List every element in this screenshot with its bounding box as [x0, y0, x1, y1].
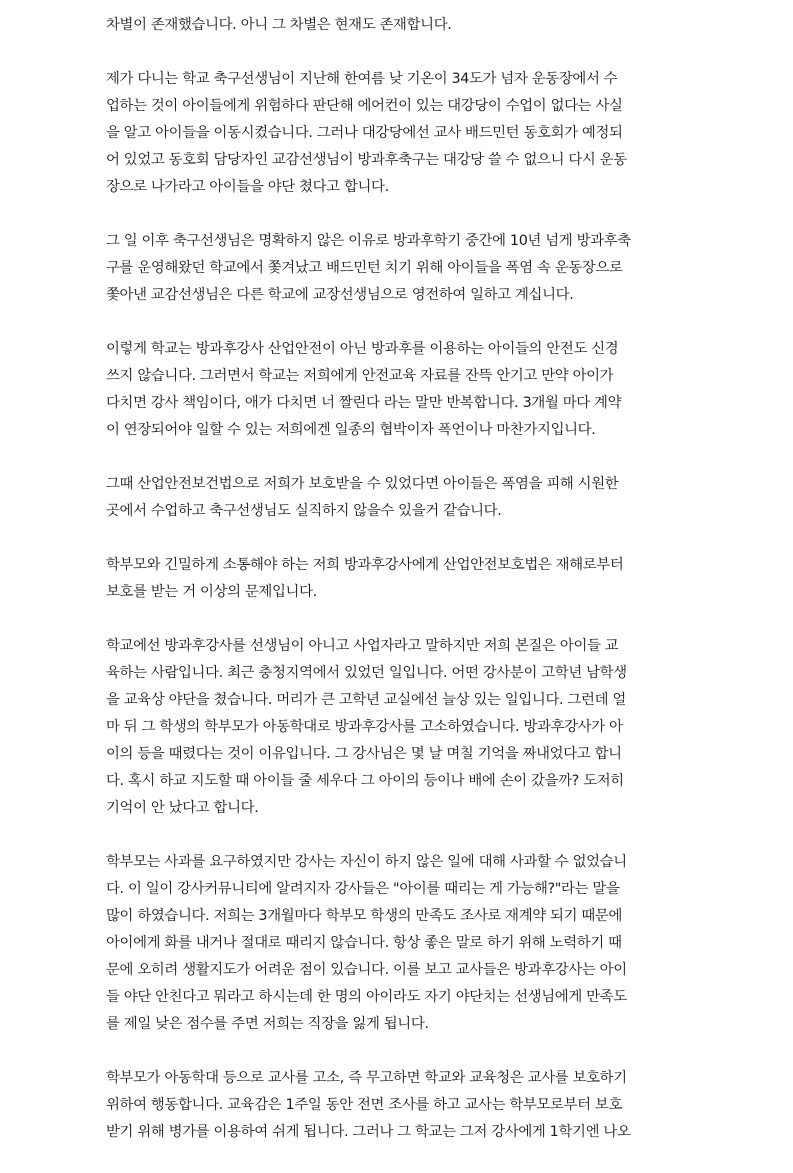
text-line: 육하는 사람입니다. 최근 충청지역에서 있었던 일입니다. 어떤 강사분이 고학년 남학생 — [106, 665, 627, 681]
paragraph — [106, 552, 698, 606]
text-line: 를 제일 낮은 점수를 주면 저희는 직장을 잃게 됩니다. — [106, 1016, 429, 1032]
paragraph — [106, 228, 698, 309]
text-line: 들 야단 안친다고 뭐라고 하시는데 한 명의 아이라도 자기 야단치는 선생님에게 만족도 — [106, 989, 627, 1005]
text-line: 다. 이 일이 강사커뮤니티에 알려지자 강사들은 "아이를 때리는 게 가능해?"라는 말을 — [106, 881, 620, 897]
text-line: 기억이 안 났다고 합니다. — [106, 800, 259, 816]
text-line: 마 뒤 그 학생의 학부모가 아동학대로 방과후강사를 고소하였습니다. 방과후강사가 아 — [106, 719, 623, 735]
text-line: 곳에서 수업하고 축구선생님도 실직하지 않을수 있을거 같습니다. — [106, 503, 502, 519]
paragraph — [106, 849, 698, 1038]
paragraph — [106, 633, 698, 822]
text-line: 제가 다니는 학교 축구선생님이 지난해 한여름 낮 기온이 34도가 넘자 운동장에서 수 — [106, 71, 618, 87]
text-line: 그때 산업안전보건법으로 저희가 보호받을 수 있었다면 아이들은 폭염을 피해 시원한 — [106, 476, 619, 492]
text-line: 받기 위해 병가를 이용하여 쉬게 됩니다. 그러나 그 학교는 그저 강사에게 1학기엔 나오 — [106, 1124, 631, 1140]
text-line: 학부모는 사과를 요구하였지만 강사는 자신이 하지 않은 일에 대해 사과할 수 없었습니 — [106, 854, 627, 870]
text-line: 아이에게 화를 내거나 절대로 때리지 않습니다. 항상 좋은 말로 하기 위해 노력하기 때 — [106, 935, 622, 951]
text-line: 그 일 이후 축구선생님은 명확하지 않은 이유로 방과후학기 중간에 10년 넘게 방과후축 — [106, 233, 631, 249]
text-line: 위하여 행동합니다. 교육감은 1주일 동안 전면 조사를 하고 교사는 학부모로부터 보호 — [106, 1097, 623, 1113]
text-line: 학부모가 아동학대 등으로 교사를 고소, 즉 무고하면 학교와 교육청은 교사를 보호하기 — [106, 1070, 627, 1086]
text-line: 다치면 강사 책임이다, 애가 다치면 너 짤린다 라는 말만 반복합니다. 3개월 마다 계약 — [106, 395, 622, 411]
paragraph — [106, 471, 698, 525]
text-line: 문에 오히려 생활지도가 어려운 점이 있습니다. 이를 보고 교사들은 방과후강사는 아이 — [106, 962, 627, 978]
text-line: 많이 하였습니다. 저희는 3개월마다 학부모 학생의 만족도 조사로 재계약 되기 때문에 — [106, 908, 623, 924]
text-line: 을 교육상 야단을 쳤습니다. 머리가 큰 고학년 교실에선 늘상 있는 일입니다. 그런데 얼 — [106, 692, 626, 708]
text-line: 차별이 존재했습니다. 아니 그 차별은 현재도 존재합니다. — [106, 17, 452, 33]
text-line: 쓰지 않습니다. 그러면서 학교는 저희에게 안전교육 자료를 잔뜩 안기고 만약 아이가 — [106, 368, 614, 384]
paragraph — [106, 1065, 698, 1146]
text-line: 구를 운영해왔던 학교에서 쫓겨났고 배드민턴 치기 위해 아이들을 폭염 속 운동장으로 — [106, 260, 623, 276]
text-line: 이렇게 학교는 방과후강사 산업안전이 아닌 방과후를 이용하는 아이들의 안전도 신경 — [106, 341, 619, 357]
paragraph — [106, 12, 698, 39]
text-line: 이 연장되어야 일할 수 있는 저희에겐 일종의 협박이자 폭언이나 마찬가지입니다. — [106, 422, 596, 438]
text-line: 어 있었고 동호회 담당자인 교감선생님이 방과후축구는 대강당 쓸 수 없으니 다시 운동 — [106, 152, 627, 168]
text-line: 이의 등을 때렸다는 것이 이유입니다. 그 강사님은 몇 날 며칠 기억을 짜내었다고 합니 — [106, 746, 622, 762]
text-line: 업하는 것이 아이들에게 위험하다 판단해 에어컨이 있는 대강당이 수업이 없다는 사실 — [106, 98, 623, 114]
text-line: 학교에선 방과후강사를 선생님이 아니고 사업자라고 말하지만 저희 본질은 아이들 교 — [106, 638, 619, 654]
text-line: 다. 혹시 하교 지도할 때 아이들 줄 세우다 그 아이의 등이나 배에 손이 갔을까? 도저히 — [106, 773, 624, 789]
text-line: 장으로 나가라고 아이들을 야단 쳤다고 합니다. — [106, 179, 389, 195]
document-page — [106, 12, 698, 1173]
text-line: 보호를 받는 거 이상의 문제입니다. — [106, 584, 317, 600]
paragraph — [106, 66, 698, 201]
text-line: 을 알고 아이들을 이동시켰습니다. 그러나 대강당에선 교사 배드민턴 동호회가 예정되 — [106, 125, 623, 141]
text-line: 학부모와 긴밀하게 소통해야 하는 저희 방과후강사에게 산업안전보호법은 재해로부터 — [106, 557, 624, 573]
paragraph — [106, 336, 698, 444]
text-line: 쫓아낸 교감선생님은 다른 학교에 교장선생님으로 영전하여 일하고 계십니다. — [106, 287, 574, 303]
